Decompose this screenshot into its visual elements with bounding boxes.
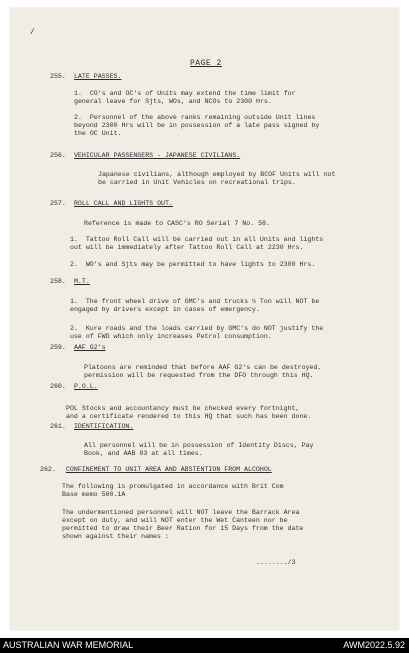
section-heading: ROLL CALL AND LIGHTS OUT. [73, 200, 173, 207]
section-number: 258. [50, 278, 66, 285]
section-number: 257. [50, 200, 66, 207]
section-257-para-1: Reference is made to CASC's RO Serial 7 No. 58. [84, 220, 270, 227]
section-255-para-2: 2. Personnel of the above ranks remaining outside Unit lines beyond 2300 Hrs will be in possession of a late pass signed by the OC Unit. [74, 114, 320, 137]
accession-number: AWM2022.5.92 [343, 640, 405, 650]
page-number: PAGE 2 [190, 59, 222, 68]
section-258-heading-row [50, 278, 90, 286]
section-256-para-1: Japanese civilians, although employed by BCOF Units will not be carried in Unit Vehicles on recreational trips. [98, 171, 336, 186]
section-256-heading-row [50, 152, 240, 160]
section-heading: P.O.L. [73, 383, 98, 390]
section-heading: CONFINEMENT TO UNIT AREA AND ABSTENTION FROM ALCOHOL [65, 466, 272, 473]
section-number: 256. [50, 152, 66, 159]
section-262-heading-row [40, 466, 272, 474]
section-262-para-1: The following is promulgated in accordance with Brit Com Base memo 500.1A [62, 483, 284, 498]
section-255-para-1: 1. CO's and OC's of Units may extend the time limit for general leave for Sjts, WOs, and NCOs to 2300 Hrs. [74, 90, 296, 105]
section-257-heading-row [50, 200, 173, 208]
section-heading: M.T. [73, 278, 90, 285]
archive-footer [0, 638, 409, 653]
section-number: 261. [50, 423, 66, 430]
section-258-para-1: 1. The front wheel drive of GMC's and trucks ½ Ton will NOT be engaged by drivers except in cases of emergency. [70, 298, 320, 313]
section-257-para-3: 2. WO's and Sjts may be permitted to have lights to 2300 Hrs. [70, 261, 316, 268]
section-261-para-1: All personnel will be in possession of Identity Discs, Pay Book, and AAB 83 at all times. [84, 442, 314, 457]
corner-mark: / [30, 28, 35, 37]
section-number: 262. [40, 466, 56, 473]
section-260-para-1: POL Stocks and accountancy must be checked every fortnight, and a certificate rendered to this HQ that such has been done. [66, 405, 312, 420]
section-257-para-2: 1. Tattoo Roll Call will be carried out in all Units and lights out will be immediately after Tattoo Roll Call at 2230 Hrs. [70, 236, 324, 251]
section-heading: VEHICULAR PASSENGERS - JAPANESE CIVILIANS. [73, 152, 241, 159]
section-260-heading-row [50, 383, 98, 391]
section-255-heading-row [50, 73, 121, 81]
section-262-para-2: The undermentioned personnel will NOT leave the Barrack Area except on duty, and will NOT enter the Wet Canteen nor be permitted to draw their Beer Ration for 15 Days from the date shown against their names : [62, 509, 304, 540]
section-number: 260. [50, 383, 66, 390]
section-number: 259. [50, 344, 66, 351]
section-heading: IDENTIFICATION. [73, 423, 134, 430]
section-heading: AAF G2's [73, 344, 106, 351]
section-258-para-2: 2. Kure roads and the loads carried by GMC's do NOT justify the use of FWD which only increases Petrol consumption. [70, 325, 324, 340]
continuation-marker: ......../3 [256, 559, 296, 566]
section-heading: LATE PASSES. [73, 73, 122, 80]
section-261-heading-row [50, 423, 133, 431]
section-259-heading-row [50, 344, 106, 352]
archive-name: AUSTRALIAN WAR MEMORIAL [3, 640, 134, 650]
section-259-para-1: Platoons are reminded that before AAF G2's can be destroyed, permission will be requested from the DFO through this HQ. [84, 364, 322, 379]
section-number: 255. [50, 73, 66, 80]
